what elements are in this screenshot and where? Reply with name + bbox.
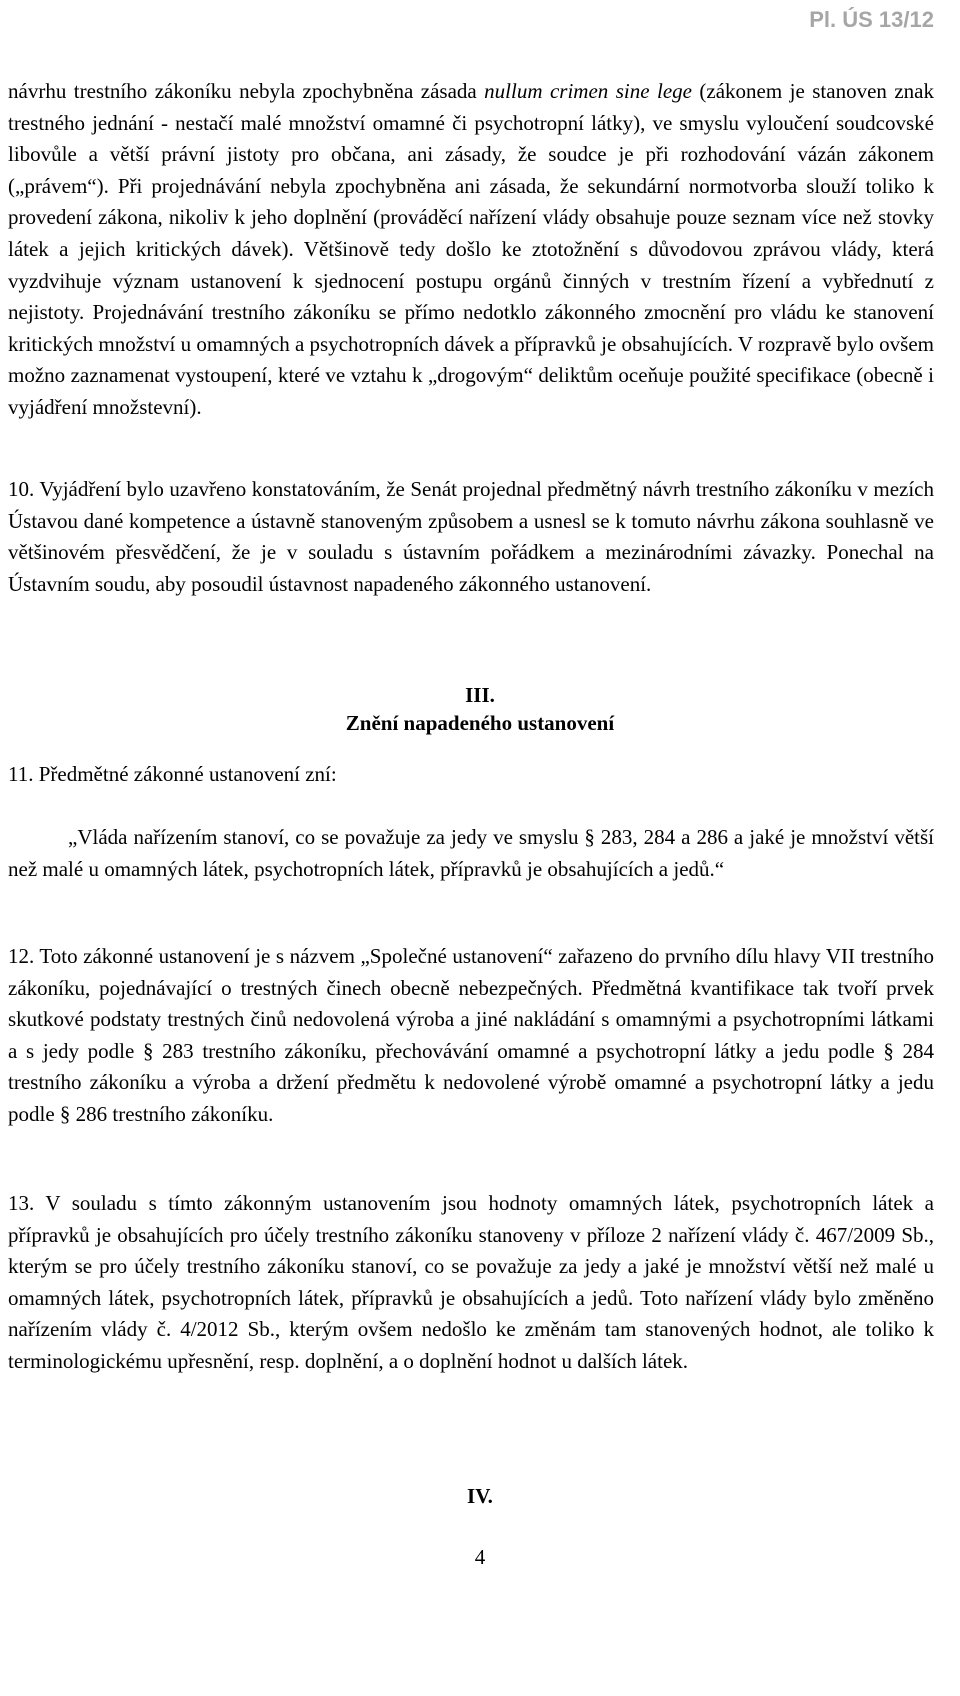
- paragraph-13: [8, 1188, 934, 1378]
- paragraph-10: [8, 474, 934, 600]
- law-quote: [8, 822, 934, 885]
- section-iii-number: III.: [465, 683, 495, 707]
- page-number: 4: [474, 1545, 486, 1569]
- paragraph-intro: [8, 76, 934, 424]
- page-reference: Pl. ÚS 13/12: [809, 7, 934, 32]
- paragraph-10-text: 10. Vyjádření bylo uzavřeno konstatováním, že Senát projednal předmětný návrh trestního zákoníku v mezích Ústavou dané kompetence a ústavně stanoveným způsobem a usnesl se k tomuto návrhu zákona souhlasně ve většinovém přesvědčení, že je v souladu s ústavním pořádkem a mezinárodními závazky. Ponechal na Ústavním soudu, aby posoudil ústavnost napadeného zákonného ustanovení.: [8, 477, 934, 596]
- intro-text-a: návrhu trestního zákoníku nebyla zpochybněna zásada: [8, 79, 485, 103]
- section-iv-number: IV.: [467, 1484, 493, 1508]
- paragraph-12-text: 12. Toto zákonné ustanovení je s názvem „Společné ustanovení“ zařazeno do prvního dílu hlavy VII trestního zákoníku, pojednávající o trestných činech obecně nebezpečných. Předmětná kvantifikace tak tvoří prvek skutkové podstaty trestných činů nedovolená výroba a jiné nakládání s omamnými a psychotropními látkami a s jedy podle § 283 trestního zákoníku, přechovávání omamné a psychotropní látky a jedu podle § 284 trestního zákoníku a výroba a držení předmětu k nedovolené výrobě omamné a psychotropní látky a jedu podle § 286 trestního zákoníku.: [8, 944, 934, 1126]
- law-quote-text: „Vláda nařízením stanoví, co se považuje za jedy ve smyslu § 283, 284 a 286 a jaké je množství větší než malé u omamných látek, psychotropních látek, přípravků je obsahujících a jedů.“: [8, 825, 934, 881]
- intro-italic-latin: nullum crimen sine lege: [484, 79, 692, 103]
- paragraph-11: [8, 759, 934, 791]
- section-iii-title: Znění napadeného ustanovení: [345, 711, 615, 735]
- paragraph-11-text: 11. Předmětné zákonné ustanovení zní:: [8, 762, 337, 786]
- paragraph-12: [8, 941, 934, 1131]
- intro-text-b: (zákonem je stanoven znak trestného jednání - nestačí malé množství omamné či psychotropní látky), ve smyslu vyloučení soudcovské libovůle a větší právní jistoty pro občana, ani zásady, že soudce je při rozhodování vázán zákonem („právem“). Při projednávání nebyla zpochybněna ani zásada, že sekundární normotvorba slouží toliko k provedení zákona, nikoliv k jeho doplnění (prováděcí nařízení vlády obsahuje pouze seznam více než stovky látek a jejich kritických dávek). Většinově tedy došlo ke ztotožnění s důvodovou zprávou vlády, která vyzdvihuje význam ustanovení k sjednocení postupu orgánů činných v trestním řízení a vybřednutí z nejistoty. Projednávání trestního zákoníku se přímo nedotklo zákonného zmocnění pro vládu ke stanovení kritických množství u omamných a psychotropních dávek a přípravků je obsahujících. V rozpravě bylo ovšem možno zaznamenat vystoupení, které ve vztahu k „drogovým“ deliktům oceňuje použité specifikace (obecně i vyjádření množstevní).: [8, 79, 934, 419]
- paragraph-13-text: 13. V souladu s tímto zákonným ustanovením jsou hodnoty omamných látek, psychotropních látek a přípravků je obsahujících pro účely trestního zákoníku stanoveny v příloze 2 nařízení vlády č. 467/2009 Sb., kterým se pro účely trestního zákoníku stanoví, co se považuje za jedy a jaké je množství větší než malé u omamných látek, psychotropních látek, přípravků je obsahujících a jedů. Toto nařízení vlády bylo změněno nařízením vlády č. 4/2012 Sb., kterým ovšem nedošlo ke změnám tam stanovených hodnot, ale toliko k terminologickému upřesnění, resp. doplnění, a o doplnění hodnot u dalších látek.: [8, 1191, 934, 1373]
